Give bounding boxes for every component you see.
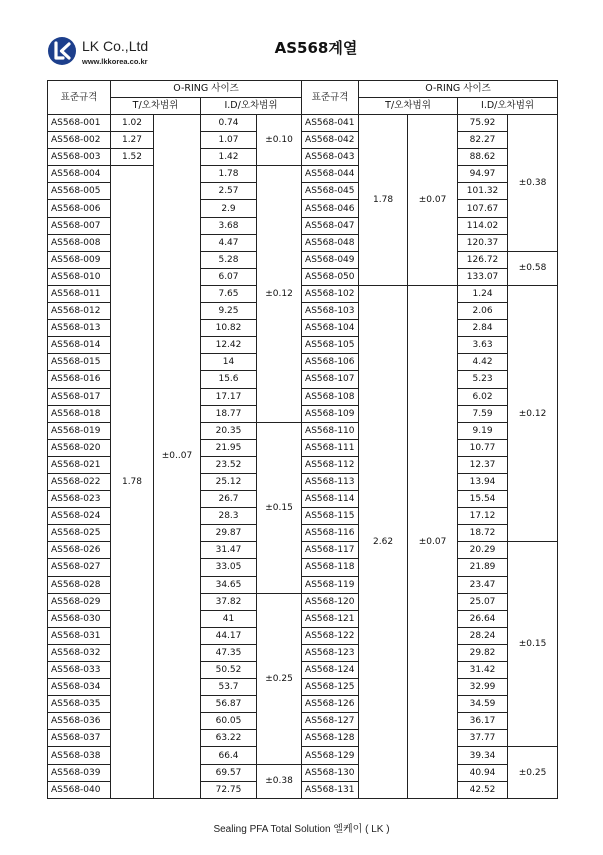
standard-code-cell: AS568-030 (48, 610, 111, 627)
page-title: AS568계열 (274, 39, 358, 57)
inner-diameter-cell: 63.22 (201, 730, 257, 747)
inner-diameter-cell: 18.77 (201, 405, 257, 422)
inner-diameter-cell: 31.47 (201, 542, 257, 559)
inner-diameter-cell: 4.47 (201, 234, 257, 251)
standard-code-cell: AS568-011 (48, 285, 111, 302)
standard-code-cell: AS568-113 (302, 473, 359, 490)
inner-diameter-cell: 17.17 (201, 388, 257, 405)
inner-diameter-cell: 29.87 (201, 525, 257, 542)
company-name: LK Co.,Ltd (82, 38, 149, 54)
standard-code-cell: AS568-044 (302, 166, 359, 183)
inner-diameter-cell: 1.78 (201, 166, 257, 183)
inner-diameter-cell: 6.07 (201, 268, 257, 285)
header-inner-diameter: I.D/오차범위 (458, 98, 558, 115)
standard-code-cell: AS568-003 (48, 149, 111, 166)
inner-diameter-cell: 50.52 (201, 662, 257, 679)
standard-code-cell: AS568-102 (302, 285, 359, 302)
inner-diameter-tolerance-cell: ±0.38 (508, 115, 558, 252)
inner-diameter-cell: 9.25 (201, 303, 257, 320)
inner-diameter-cell: 101.32 (458, 183, 508, 200)
inner-diameter-cell: 12.37 (458, 456, 508, 473)
thickness-tolerance-cell: ±0..07 (154, 115, 201, 799)
website-url: www.lkkorea.co.kr (82, 57, 148, 66)
table-row (48, 149, 558, 166)
inner-diameter-cell: 3.68 (201, 217, 257, 234)
thickness-cell: 1.78 (359, 115, 408, 286)
inner-diameter-tolerance-cell: ±0.58 (508, 251, 558, 285)
inner-diameter-cell: 0.74 (201, 115, 257, 132)
inner-diameter-cell: 6.02 (458, 388, 508, 405)
inner-diameter-cell: 120.37 (458, 234, 508, 251)
standard-code-cell: AS568-036 (48, 713, 111, 730)
thickness-cell: 1.27 (111, 132, 154, 149)
standard-code-cell: AS568-038 (48, 747, 111, 764)
standard-code-cell: AS568-037 (48, 730, 111, 747)
inner-diameter-tolerance-cell: ±0.25 (257, 593, 302, 764)
inner-diameter-tolerance-cell: ±0.10 (257, 115, 302, 166)
inner-diameter-cell: 75.92 (458, 115, 508, 132)
header-oring-size: O-RING 사이즈 (111, 81, 302, 98)
standard-code-cell: AS568-009 (48, 251, 111, 268)
standard-code-cell: AS568-031 (48, 627, 111, 644)
inner-diameter-cell: 114.02 (458, 217, 508, 234)
standard-code-cell: AS568-130 (302, 764, 359, 781)
inner-diameter-cell: 1.07 (201, 132, 257, 149)
inner-diameter-cell: 44.17 (201, 627, 257, 644)
standard-code-cell: AS568-045 (302, 183, 359, 200)
inner-diameter-tolerance-cell: ±0.12 (508, 285, 558, 541)
inner-diameter-cell: 1.42 (201, 149, 257, 166)
standard-code-cell: AS568-032 (48, 644, 111, 661)
inner-diameter-cell: 12.42 (201, 337, 257, 354)
inner-diameter-cell: 13.94 (458, 473, 508, 490)
inner-diameter-cell: 23.47 (458, 576, 508, 593)
inner-diameter-tolerance-cell: ±0.15 (508, 542, 558, 747)
inner-diameter-cell: 2.84 (458, 320, 508, 337)
standard-code-cell: AS568-040 (48, 781, 111, 798)
inner-diameter-cell: 56.87 (201, 696, 257, 713)
inner-diameter-tolerance-cell: ±0.15 (257, 422, 302, 593)
thickness-tolerance-cell: ±0.07 (408, 115, 458, 286)
standard-code-cell: AS568-115 (302, 508, 359, 525)
standard-code-cell: AS568-025 (48, 525, 111, 542)
inner-diameter-cell: 107.67 (458, 200, 508, 217)
inner-diameter-cell: 33.05 (201, 559, 257, 576)
inner-diameter-cell: 2.9 (201, 200, 257, 217)
standard-code-cell: AS568-127 (302, 713, 359, 730)
standard-code-cell: AS568-021 (48, 456, 111, 473)
standard-code-cell: AS568-028 (48, 576, 111, 593)
standard-code-cell: AS568-049 (302, 251, 359, 268)
header-row (48, 81, 558, 98)
thickness-cell: 2.62 (359, 285, 408, 798)
inner-diameter-cell: 34.59 (458, 696, 508, 713)
inner-diameter-cell: 23.52 (201, 456, 257, 473)
inner-diameter-cell: 36.17 (458, 713, 508, 730)
inner-diameter-cell: 25.12 (201, 473, 257, 490)
inner-diameter-cell: 5.28 (201, 251, 257, 268)
inner-diameter-cell: 133.07 (458, 268, 508, 285)
inner-diameter-cell: 42.52 (458, 781, 508, 798)
inner-diameter-cell: 37.82 (201, 593, 257, 610)
standard-code-cell: AS568-104 (302, 320, 359, 337)
inner-diameter-cell: 29.82 (458, 644, 508, 661)
inner-diameter-cell: 40.94 (458, 764, 508, 781)
standard-code-cell: AS568-119 (302, 576, 359, 593)
standard-code-cell: AS568-129 (302, 747, 359, 764)
inner-diameter-cell: 7.65 (201, 285, 257, 302)
inner-diameter-cell: 26.7 (201, 491, 257, 508)
standard-code-cell: AS568-004 (48, 166, 111, 183)
inner-diameter-cell: 5.23 (458, 371, 508, 388)
standard-code-cell: AS568-125 (302, 679, 359, 696)
standard-code-cell: AS568-131 (302, 781, 359, 798)
standard-code-cell: AS568-128 (302, 730, 359, 747)
standard-code-cell: AS568-105 (302, 337, 359, 354)
standard-code-cell: AS568-017 (48, 388, 111, 405)
inner-diameter-cell: 10.77 (458, 439, 508, 456)
inner-diameter-tolerance-cell: ±0.12 (257, 166, 302, 422)
standard-code-cell: AS568-016 (48, 371, 111, 388)
standard-code-cell: AS568-034 (48, 679, 111, 696)
standard-code-cell: AS568-117 (302, 542, 359, 559)
standard-code-cell: AS568-047 (302, 217, 359, 234)
standard-code-cell: AS568-005 (48, 183, 111, 200)
standard-code-cell: AS568-046 (302, 200, 359, 217)
standard-code-cell: AS568-002 (48, 132, 111, 149)
inner-diameter-cell: 14 (201, 354, 257, 371)
inner-diameter-cell: 34.65 (201, 576, 257, 593)
standard-code-cell: AS568-109 (302, 405, 359, 422)
standard-code-cell: AS568-039 (48, 764, 111, 781)
standard-code-cell: AS568-124 (302, 662, 359, 679)
inner-diameter-cell: 47.35 (201, 644, 257, 661)
inner-diameter-cell: 18.72 (458, 525, 508, 542)
header-standard: 표준규격 (302, 81, 359, 115)
standard-code-cell: AS568-050 (302, 268, 359, 285)
inner-diameter-cell: 1.24 (458, 285, 508, 302)
standard-code-cell: AS568-023 (48, 491, 111, 508)
inner-diameter-cell: 82.27 (458, 132, 508, 149)
standard-code-cell: AS568-001 (48, 115, 111, 132)
inner-diameter-cell: 3.63 (458, 337, 508, 354)
inner-diameter-cell: 20.29 (458, 542, 508, 559)
standard-code-cell: AS568-014 (48, 337, 111, 354)
standard-code-cell: AS568-015 (48, 354, 111, 371)
standard-code-cell: AS568-020 (48, 439, 111, 456)
inner-diameter-cell: 7.59 (458, 405, 508, 422)
table-row (48, 166, 558, 183)
standard-code-cell: AS568-022 (48, 473, 111, 490)
standard-code-cell: AS568-108 (302, 388, 359, 405)
standard-code-cell: AS568-120 (302, 593, 359, 610)
standard-code-cell: AS568-019 (48, 422, 111, 439)
standard-code-cell: AS568-042 (302, 132, 359, 149)
thickness-cell: 1.78 (111, 166, 154, 798)
inner-diameter-cell: 25.07 (458, 593, 508, 610)
standard-code-cell: AS568-007 (48, 217, 111, 234)
standard-code-cell: AS568-111 (302, 439, 359, 456)
inner-diameter-cell: 72.75 (201, 781, 257, 798)
inner-diameter-cell: 28.3 (201, 508, 257, 525)
oring-size-table (47, 80, 558, 799)
inner-diameter-cell: 126.72 (458, 251, 508, 268)
standard-code-cell: AS568-118 (302, 559, 359, 576)
inner-diameter-cell: 88.62 (458, 149, 508, 166)
inner-diameter-cell: 2.06 (458, 303, 508, 320)
header-inner-diameter: I.D/오차범위 (201, 98, 302, 115)
standard-code-cell: AS568-106 (302, 354, 359, 371)
inner-diameter-tolerance-cell: ±0.38 (257, 764, 302, 798)
standard-code-cell: AS568-010 (48, 268, 111, 285)
standard-code-cell: AS568-112 (302, 456, 359, 473)
standard-code-cell: AS568-103 (302, 303, 359, 320)
inner-diameter-cell: 53.7 (201, 679, 257, 696)
inner-diameter-cell: 4.42 (458, 354, 508, 371)
table-row (48, 115, 558, 132)
standard-code-cell: AS568-018 (48, 405, 111, 422)
inner-diameter-cell: 9.19 (458, 422, 508, 439)
standard-code-cell: AS568-024 (48, 508, 111, 525)
header-oring-size: O-RING 사이즈 (359, 81, 558, 98)
inner-diameter-cell: 39.34 (458, 747, 508, 764)
inner-diameter-cell: 94.97 (458, 166, 508, 183)
inner-diameter-cell: 17.12 (458, 508, 508, 525)
inner-diameter-cell: 69.57 (201, 764, 257, 781)
table-header (48, 81, 558, 115)
inner-diameter-cell: 15.54 (458, 491, 508, 508)
standard-code-cell: AS568-121 (302, 610, 359, 627)
inner-diameter-cell: 21.89 (458, 559, 508, 576)
inner-diameter-tolerance-cell: ±0.25 (508, 747, 558, 798)
standard-code-cell: AS568-006 (48, 200, 111, 217)
thickness-cell: 1.02 (111, 115, 154, 132)
standard-code-cell: AS568-035 (48, 696, 111, 713)
standard-code-cell: AS568-012 (48, 303, 111, 320)
footer-text: Sealing PFA Total Solution 엘케이 ( LK ) (213, 824, 390, 835)
table-row (48, 132, 558, 149)
company-logo (47, 36, 77, 66)
header-thickness: T/오차범위 (359, 98, 458, 115)
standard-code-cell: AS568-043 (302, 149, 359, 166)
standard-code-cell: AS568-126 (302, 696, 359, 713)
inner-diameter-cell: 28.24 (458, 627, 508, 644)
inner-diameter-cell: 15.6 (201, 371, 257, 388)
standard-code-cell: AS568-027 (48, 559, 111, 576)
inner-diameter-cell: 2.57 (201, 183, 257, 200)
inner-diameter-cell: 20.35 (201, 422, 257, 439)
standard-code-cell: AS568-026 (48, 542, 111, 559)
inner-diameter-cell: 10.82 (201, 320, 257, 337)
inner-diameter-cell: 60.05 (201, 713, 257, 730)
standard-code-cell: AS568-107 (302, 371, 359, 388)
table-body (48, 115, 558, 799)
standard-code-cell: AS568-122 (302, 627, 359, 644)
inner-diameter-cell: 37.77 (458, 730, 508, 747)
inner-diameter-cell: 41 (201, 610, 257, 627)
header-standard: 표준규격 (48, 81, 111, 115)
standard-code-cell: AS568-008 (48, 234, 111, 251)
thickness-cell: 1.52 (111, 149, 154, 166)
inner-diameter-cell: 32.99 (458, 679, 508, 696)
standard-code-cell: AS568-110 (302, 422, 359, 439)
standard-code-cell: AS568-048 (302, 234, 359, 251)
standard-code-cell: AS568-029 (48, 593, 111, 610)
standard-code-cell: AS568-114 (302, 491, 359, 508)
standard-code-cell: AS568-041 (302, 115, 359, 132)
inner-diameter-cell: 31.42 (458, 662, 508, 679)
standard-code-cell: AS568-013 (48, 320, 111, 337)
inner-diameter-cell: 26.64 (458, 610, 508, 627)
standard-code-cell: AS568-116 (302, 525, 359, 542)
inner-diameter-cell: 66.4 (201, 747, 257, 764)
standard-code-cell: AS568-033 (48, 662, 111, 679)
thickness-tolerance-cell: ±0.07 (408, 285, 458, 798)
header-thickness: T/오차범위 (111, 98, 201, 115)
standard-code-cell: AS568-123 (302, 644, 359, 661)
inner-diameter-cell: 21.95 (201, 439, 257, 456)
